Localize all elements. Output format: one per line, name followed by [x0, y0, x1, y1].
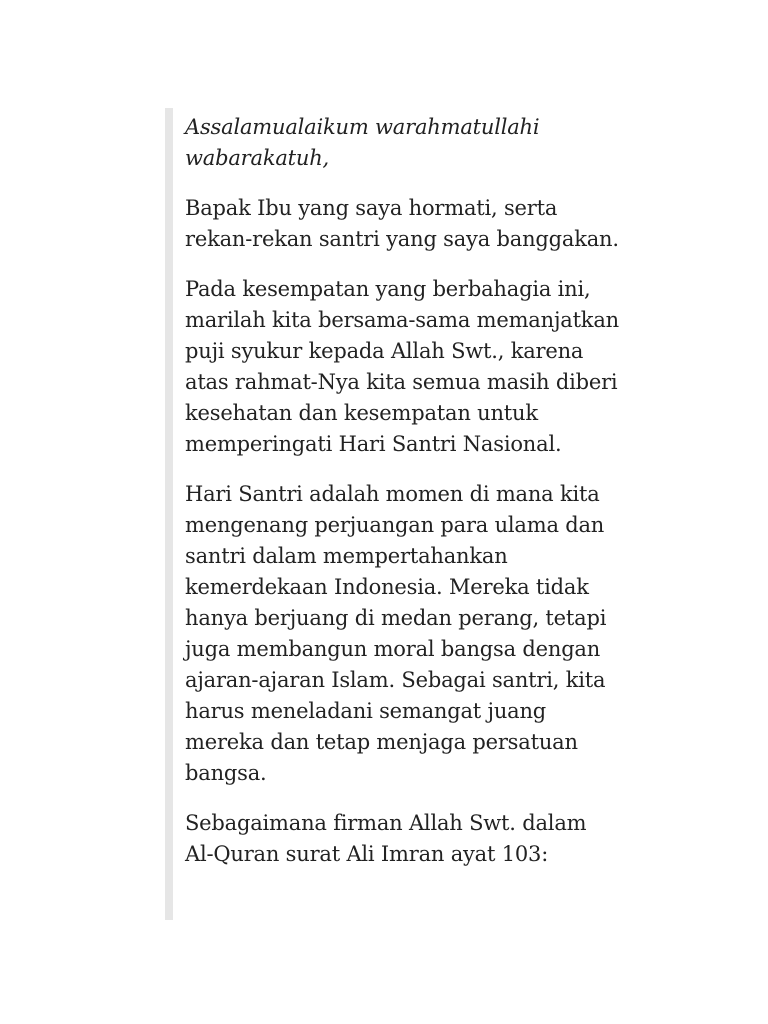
hari-santri-paragraph: Hari Santri adalah momen di mana kita mengenang perjuangan para ulama dan santri dalam mempertahankan kemerdekaan Indonesia. Mereka tidak hanya berjuang di medan perang, tetapi juga membangun moral bangsa dengan ajaran-ajaran Islam. Sebagai santri, kita harus meneladani semangat juang mereka dan tetap menjaga persatuan bangsa. [185, 482, 607, 785]
quran-intro-paragraph: Sebagaimana firman Allah Swt. dalam Al-Quran surat Ali Imran ayat 103: [185, 811, 587, 866]
blockquote [165, 108, 620, 920]
gratitude-paragraph: Pada kesempatan yang berbahagia ini, marilah kita bersama-sama memanjatkan puji syukur kepada Allah Swt., karena atas rahmat-Nya kita semua masih diberi kesehatan dan kesempatan untuk memperingati Hari Santri Nasional. [185, 277, 619, 456]
greeting-paragraph: Assalamualaikum warahmatullahi wabarakatuh, [185, 115, 540, 170]
salutation-paragraph: Bapak Ibu yang saya hormati, serta rekan-rekan santri yang saya banggakan. [185, 196, 619, 251]
